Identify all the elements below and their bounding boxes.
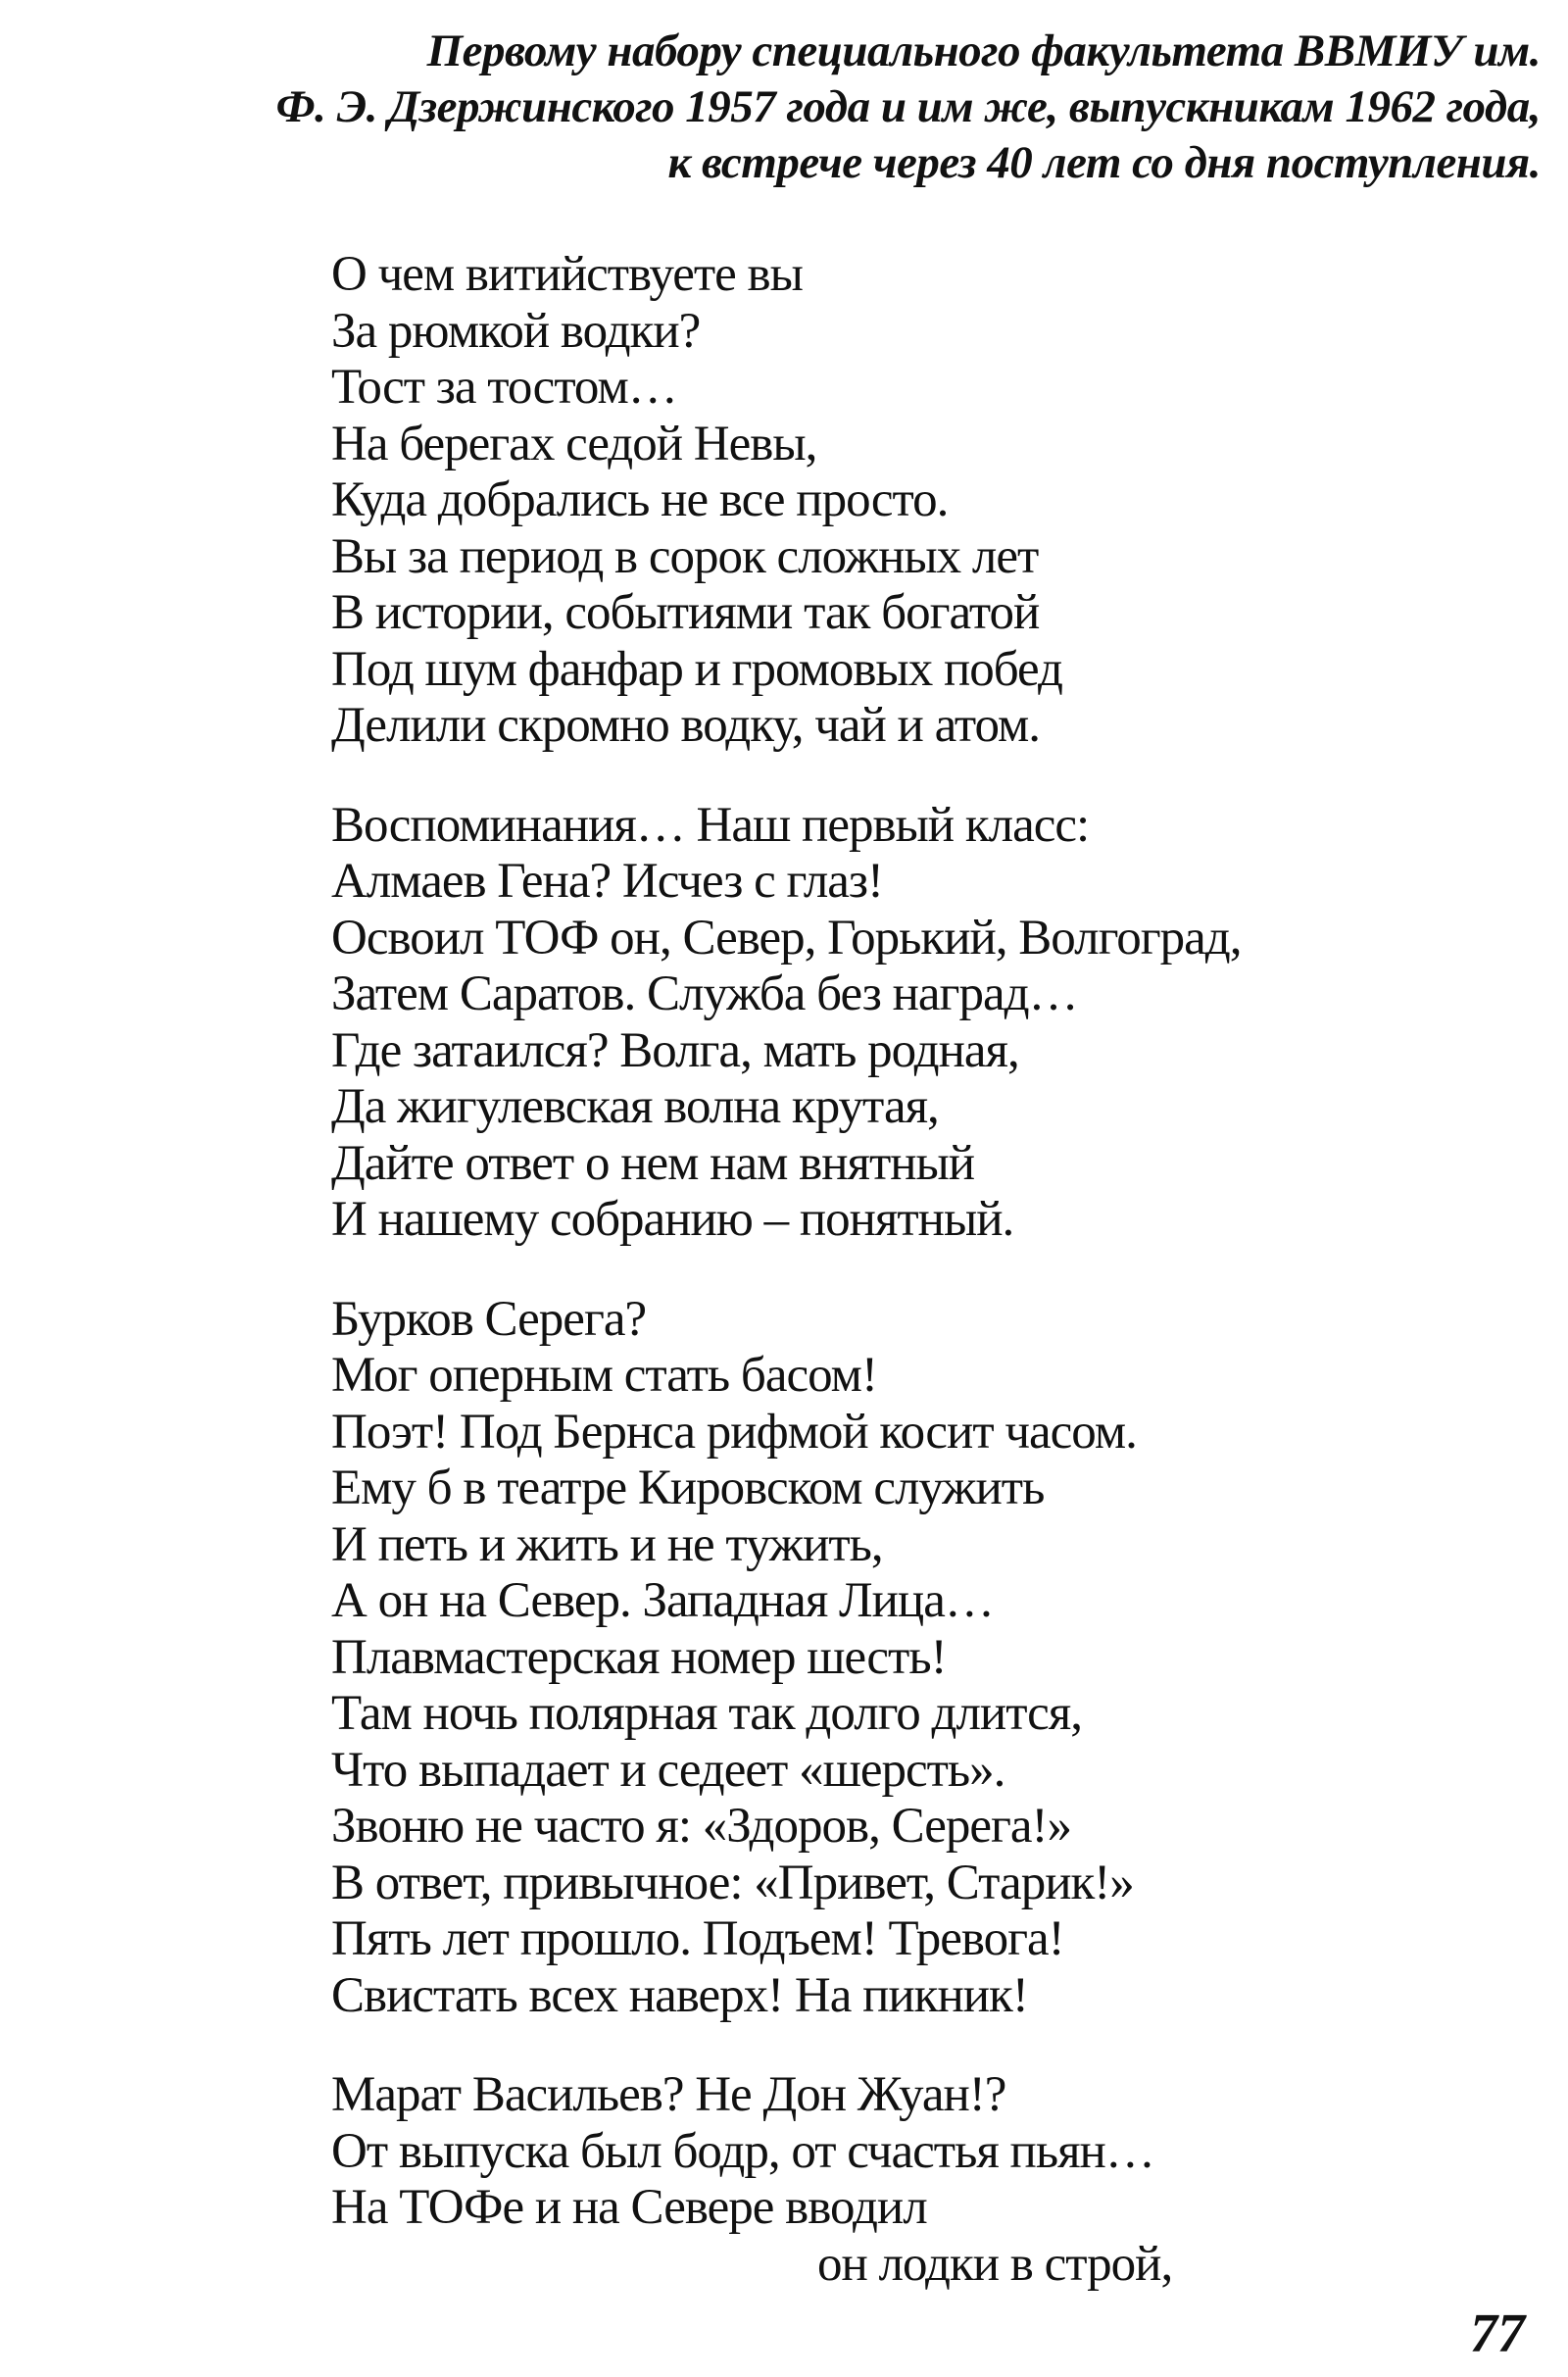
poem-line: Бурков Серега? (331, 1291, 647, 1347)
poem-line: Ему б в театре Кировском служить (331, 1461, 1045, 1515)
poem-line: Делили скромно водку, чай и атом. (331, 698, 1041, 753)
poem-line: Алмаев Гена? Исчез с глаз! (331, 854, 884, 909)
poem-line: Освоил ТОФ он, Север, Горький, Волгоград, (331, 910, 1242, 966)
poem-line: Тост за тостом… (331, 360, 677, 415)
dedication (59, 24, 1541, 191)
poem-line: Мог оперным стать басом! (331, 1348, 877, 1403)
dedication-line: Первому набору специального факультета ВВМИУ им. (426, 25, 1541, 76)
poem-line: И нашему собранию – понятный. (331, 1192, 1014, 1247)
poem-line: В ответ, привычное: «Привет, Старик!» (331, 1855, 1134, 1910)
poem-line: О чем витийствуете вы (331, 247, 803, 302)
poem-line: Что выпадает и седеет «шерсть». (331, 1742, 1005, 1798)
page-number: 77 (1470, 2303, 1525, 2364)
poem-line-indented: он лодки в строй, (817, 2236, 1173, 2292)
stanza-3 (331, 1292, 1241, 2025)
poem-line: Куда добрались не все просто. (331, 472, 949, 527)
poem-line: От выпуска был бодр, от счастья пьян… (331, 2123, 1154, 2179)
poem-line: И петь и жить и не тужить, (331, 1516, 883, 1572)
poem-line: Звоню не часто я: «Здоров, Серега!» (331, 1799, 1072, 1854)
poem-line: Где затаился? Волга, мать родная, (331, 1022, 1019, 1078)
poem-line: Там ночь полярная так долго длится, (331, 1686, 1082, 1741)
stanza-2 (331, 798, 1241, 1249)
poem-line: Плавмастерская номер шесть! (331, 1629, 947, 1685)
poem-line: Пять лет прошло. Подъем! Тревога! (331, 1911, 1064, 1966)
poem-line: Воспоминания… Наш первый класс: (331, 797, 1090, 853)
stanza-4 (331, 2067, 1241, 2293)
poem-line: В истории, событиями так богатой (331, 585, 1040, 640)
poem (331, 247, 1241, 2293)
poem-line: Свистать всех наверх! На пикник! (331, 1967, 1028, 2023)
poem-line: Марат Васильев? Не Дон Жуан!? (331, 2067, 1006, 2122)
poem-line: На берегах седой Невы, (331, 416, 817, 471)
dedication-line: к встрече через 40 лет со дня поступления. (667, 137, 1541, 188)
poem-line: Поэт! Под Бернса рифмой косит часом. (331, 1404, 1137, 1460)
poem-line: Вы за период в сорок сложных лет (331, 528, 1039, 584)
poem-line: Дайте ответ о нем нам внятный (331, 1135, 975, 1191)
poem-line: Да жигулевская волна крутая, (331, 1079, 939, 1134)
poem-line: Под шум фанфар и громовых побед (331, 641, 1062, 697)
stanza-1 (331, 247, 1241, 755)
poem-line: А он на Север. Западная Лица… (331, 1573, 994, 1628)
poem-line: Затем Саратов. Служба без наград… (331, 966, 1078, 1021)
poem-line: За рюмкой водки? (331, 303, 701, 359)
poem-line: На ТОФе и на Севере вводил (331, 2180, 927, 2235)
dedication-line: Ф. Э. Дзержинского 1957 года и им же, выпускникам 1962 года, (275, 81, 1541, 132)
